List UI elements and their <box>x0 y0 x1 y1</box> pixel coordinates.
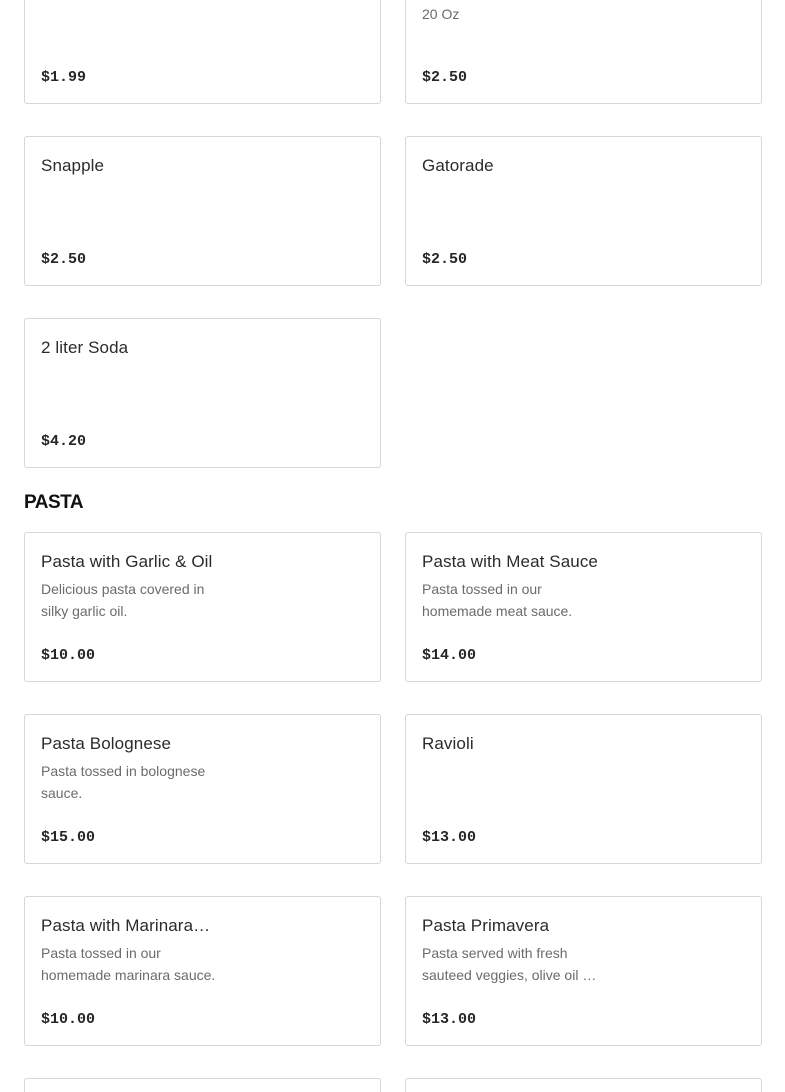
item-price: $13.00 <box>422 1011 477 1028</box>
item-price: $2.50 <box>41 251 87 268</box>
item-name: Pasta with Garlic & Oil <box>41 552 213 571</box>
item-price: $13.00 <box>422 829 477 846</box>
item-price: $2.50 <box>422 251 468 268</box>
item-description: Pasta tossed in our homemade marinara sauce. <box>41 945 216 983</box>
menu-item-card[interactable] <box>24 0 381 104</box>
menu-item-card[interactable] <box>405 714 762 864</box>
section-title: PASTA <box>24 492 84 513</box>
item-name: Pasta Bolognese <box>41 734 172 753</box>
item-price: $4.20 <box>41 433 87 450</box>
item-price: $1.99 <box>41 69 87 86</box>
item-description: Delicious pasta covered in silky garlic oil. <box>41 581 205 619</box>
menu-item-card[interactable] <box>405 0 762 104</box>
menu-item-card[interactable] <box>24 136 381 286</box>
item-description: Pasta tossed in our homemade meat sauce. <box>422 581 573 619</box>
menu-item-card[interactable] <box>405 896 762 1046</box>
item-name: Ravioli <box>422 734 474 753</box>
item-description: Pasta served with fresh sauteed veggies, olive oil … <box>422 945 597 983</box>
menu-item-card[interactable] <box>405 136 762 286</box>
item-price: $2.50 <box>422 69 468 86</box>
menu-item-card[interactable] <box>24 532 381 682</box>
item-name: Snapple <box>41 156 105 175</box>
item-name: Pasta Primavera <box>422 916 550 935</box>
menu-item-card[interactable] <box>405 1078 762 1092</box>
item-name: Gatorade <box>422 156 494 175</box>
item-name: Pasta with Meat Sauce <box>422 552 598 571</box>
menu-item-card[interactable] <box>24 1078 381 1092</box>
item-price: $10.00 <box>41 1011 96 1028</box>
item-name: 2 liter Soda <box>41 338 129 357</box>
item-name: Pasta with Marinara… <box>41 916 211 935</box>
item-description: Pasta tossed in bolognese sauce. <box>41 763 206 801</box>
menu-item-card[interactable] <box>24 318 381 468</box>
menu-item-card[interactable] <box>24 896 381 1046</box>
menu-item-card[interactable] <box>24 714 381 864</box>
item-price: $14.00 <box>422 647 477 664</box>
item-price: $15.00 <box>41 829 96 846</box>
item-price: $10.00 <box>41 647 96 664</box>
menu-item-card[interactable] <box>405 532 762 682</box>
item-description: 20 Oz <box>422 6 460 22</box>
